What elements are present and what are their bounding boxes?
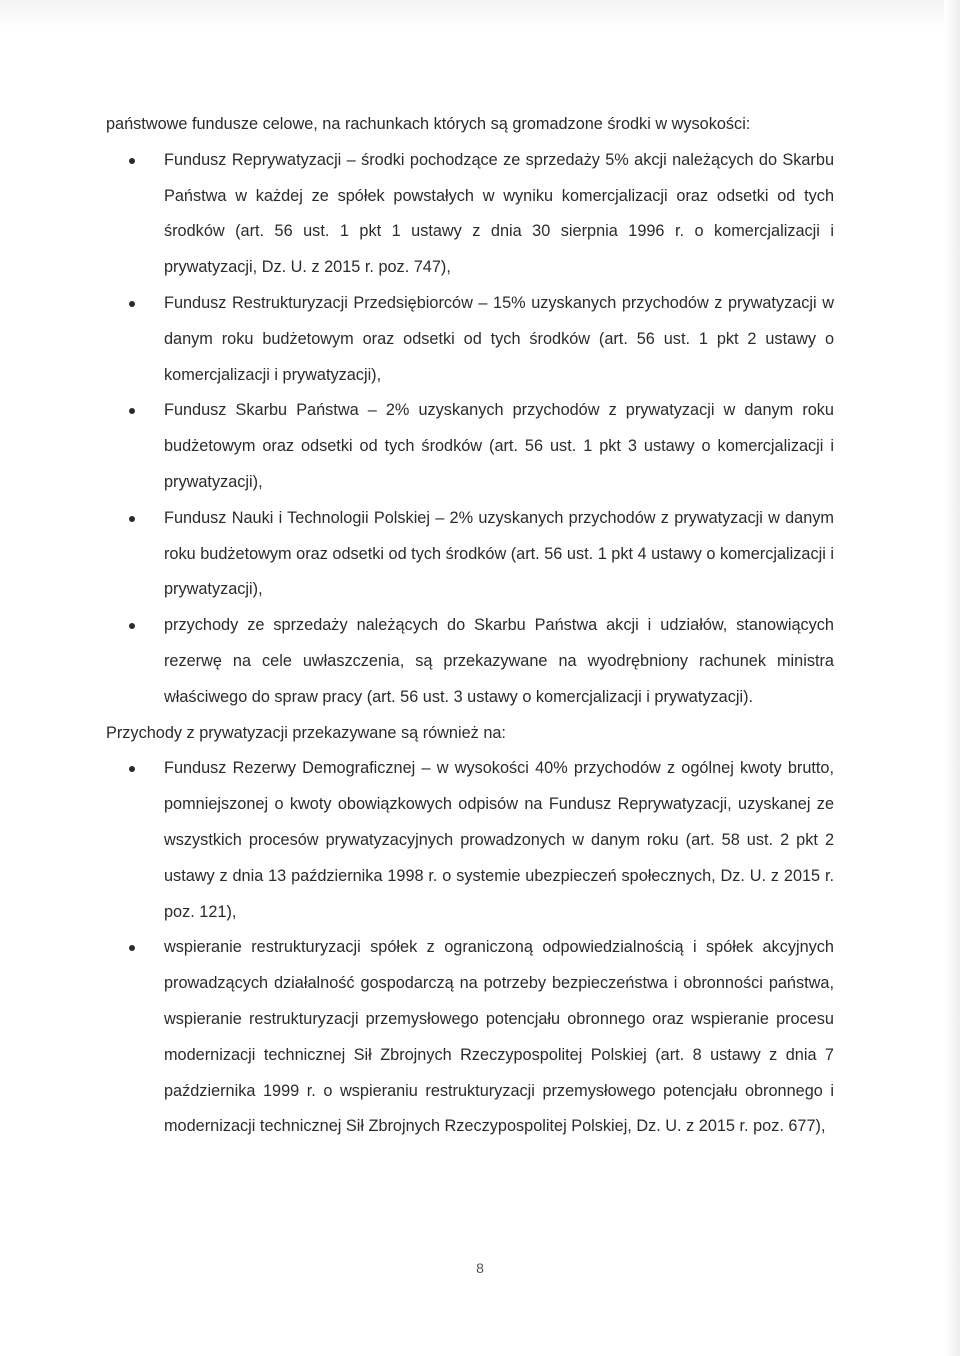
list-item-text: Fundusz Nauki i Technologii Polskiej – 2% uzyskanych przychodów z prywatyzacji w danym roku budżetowym oraz odsetki od tych środków (art. 56 ust. 1 pkt 4 ustawy o komercjalizacji i prywatyzacji), xyxy=(164,508,834,599)
list-item-text: Fundusz Skarbu Państwa – 2% uzyskanych przychodów z prywatyzacji w danym roku budżetowym oraz odsetki od tych środków (art. 56 ust. 1 pkt 3 ustawy o komercjalizacji i prywatyzacji), xyxy=(164,401,834,491)
list-item-text: Fundusz Restrukturyzacji Przedsiębiorców – 15% uzyskanych przychodów z prywatyzacji w danym roku budżetowym oraz odsetki od tych środków (art. 56 ust. 1 pkt 2 ustawy o komercjalizacji i prywatyzacji), xyxy=(164,293,834,384)
list-item-text: Fundusz Reprywatyzacji – środki pochodzące ze sprzedaży 5% akcji należących do Skarbu Państwa w każdej ze spółek powstałych w wyniku komercjalizacji oraz odsetki od tych środków (art. 56 ust. 1 pkt 1 ustawy z dnia 30 sierpnia 1996 r. o komercjalizacji i prywatyzacji, Dz. U. z 2015 r. poz. 747), xyxy=(164,150,834,277)
list-item xyxy=(106,501,834,608)
second-intro-paragraph: Przychody z prywatyzacji przekazywane są również na: xyxy=(106,723,506,742)
list-item-text: przychody ze sprzedaży należących do Skarbu Państwa akcji i udziałów, stanowiących rezerwę na cele uwłaszczenia, są przekazywane na wyodrębniony rachunek ministra właściwego do spraw pracy (art. 56 ust. 3 ustawy o komercjalizacji i prywatyzacji). xyxy=(164,616,834,706)
list-item xyxy=(106,286,834,393)
transfers-list xyxy=(106,751,834,1145)
list-item xyxy=(106,143,834,286)
list-item xyxy=(106,751,834,930)
bullet-icon xyxy=(129,623,135,629)
bullet-icon xyxy=(129,158,135,164)
bullet-icon xyxy=(129,301,135,307)
bullet-icon xyxy=(129,408,135,414)
scan-edge-top xyxy=(0,0,960,28)
bullet-icon xyxy=(129,516,135,522)
list-item-text: wspieranie restrukturyzacji spółek z ograniczoną odpowiedzialnością i spółek akcyjnych prowadzących działalność gospodarczą na potrzeby bezpieczeństwa i obronności państwa, wspieranie restrukturyzacji przemysłowego potencjału obronnego oraz wspieranie procesu modernizacji technicznej Sił Zbrojnych Rzeczypospolitej Polskiej (art. 8 ustawy z dnia 7 października 1999 r. o wspieraniu restrukturyzacji przemysłowego potencjału obronnego i modernizacji technicznej Sił Zbrojnych Rzeczypospolitej Polskiej, Dz. U. z 2015 r. poz. 677), xyxy=(164,938,834,1136)
list-item xyxy=(106,930,834,1145)
scan-edge-right xyxy=(944,0,960,1356)
bullet-icon xyxy=(129,766,135,772)
intro-paragraph: państwowe fundusze celowe, na rachunkach których są gromadzone środki w wysokości: xyxy=(106,115,751,133)
list-item-text: Fundusz Rezerwy Demograficznej – w wysokości 40% przychodów z ogólnej kwoty brutto, pomniejszonej o kwoty obowiązkowych odpisów na Fundusz Reprywatyzacji, uzyskanej ze wszystkich procesów prywatyzacyjnych prowadzonych w danym roku (art. 58 ust. 2 pkt 2 ustawy z dnia 13 października 1998 r. o systemie ubezpieczeń społecznych, Dz. U. z 2015 r. poz. 121), xyxy=(164,759,834,921)
funds-list xyxy=(106,143,834,716)
bullet-icon xyxy=(129,945,135,951)
list-item xyxy=(106,393,834,500)
document-body xyxy=(106,107,834,1145)
page-number: 8 xyxy=(476,1260,484,1276)
list-item xyxy=(106,608,834,715)
